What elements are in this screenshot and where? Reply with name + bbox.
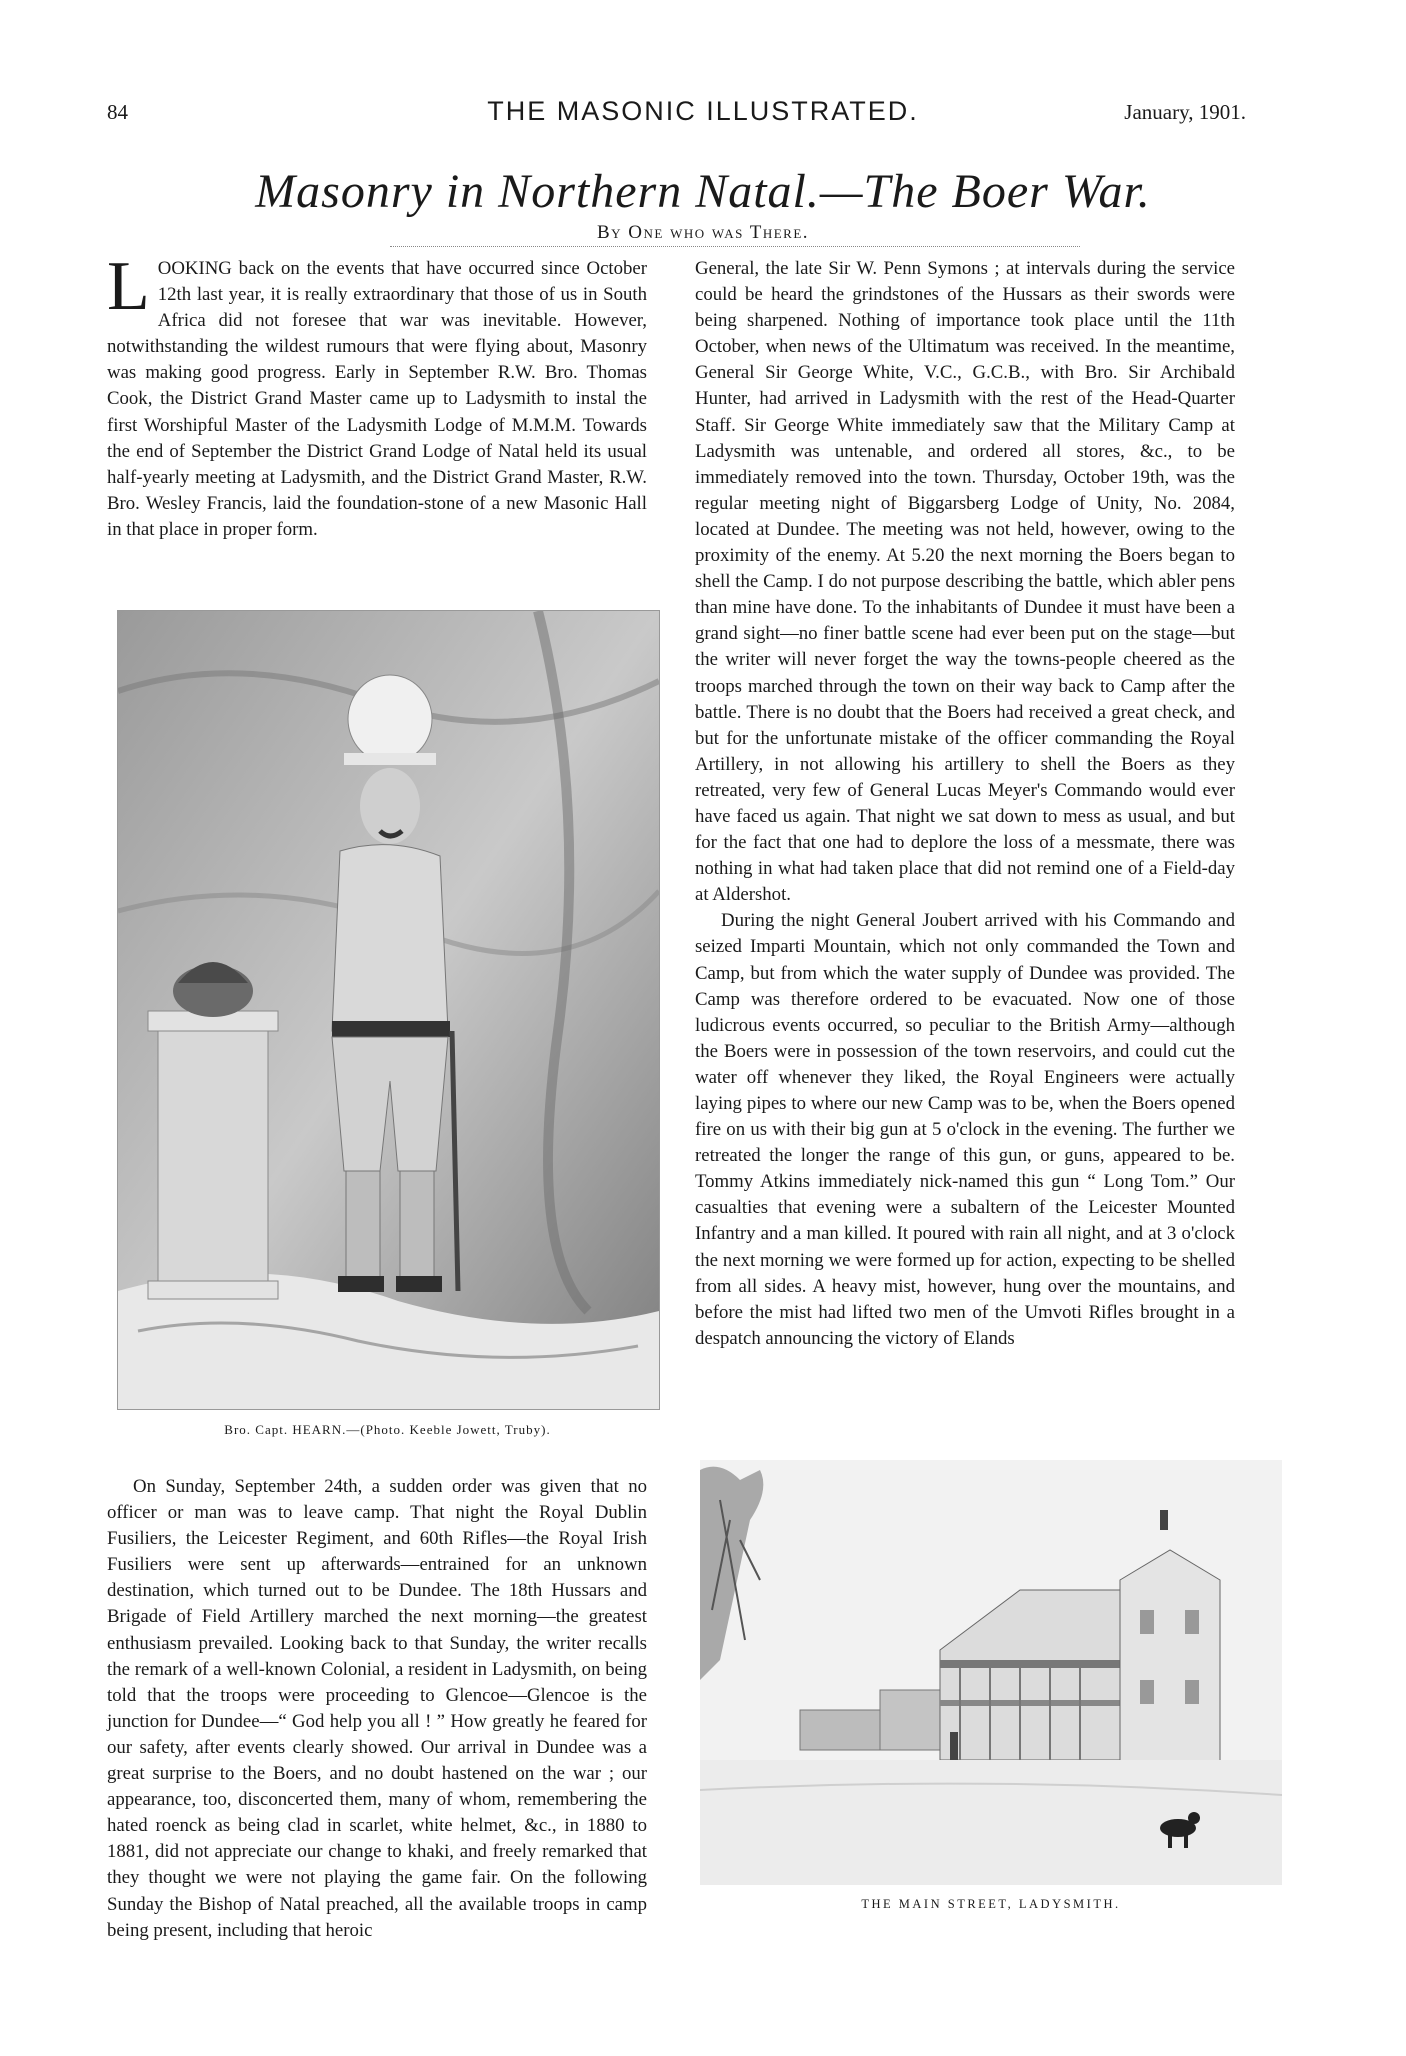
column-left-top xyxy=(107,248,647,543)
column-right xyxy=(695,256,1235,1352)
article-title: Masonry in Northern Natal.—The Boer War. xyxy=(255,165,1151,218)
portrait-photo xyxy=(117,610,660,1410)
issue-date: January, 1901. xyxy=(1124,100,1246,124)
paragraph: During the night General Joubert arrived with his Commando and seized Imparti Mountain, which not only commanded the Town and Camp, but from which the water supply of Dundee was provided. The Camp was therefore ordered to be evacuated. Now one of those ludicrous events occurred, so peculiar to the British Army—although the Boers were in possession of the town reservoirs, and could cut the water off whenever they liked, the Royal Engineers were actually laying pipes to where our new Camp was to be, when the Boers opened fire on us with their big gun at 5 o'clock in the evening. The further we retreated the longer the range of this gun, or guns, appeared to be. Tommy Atkins immediately nick-named this gun “ Long Tom.” Our casualties that evening were a subaltern of the Leicester Mounted Infantry and a man killed. It poured with rain all night, and at 3 o'clock the next morning we were formed up for action, expecting to be shelled from all sides. A heavy mist, however, hung over the mountains, and before the mist had lifted two men of the Umvoti Rifles brought in a despatch announcing the victory of Elands xyxy=(695,910,1235,1349)
paragraph: On Sunday, September 24th, a sudden order was given that no officer or man was to leave camp. That night the Royal Dublin Fusiliers, the Leicester Regiment, and 60th Rifles—the Royal Irish Fusiliers were sent up afterwards—entrained for an unknown destination, which turned out to be Dundee. The 18th Hussars and Brigade of Field Artillery marched the next morning—the greatest enthusiasm prevailed. Looking back to that Sunday, the writer recalls the remark of a well-known Colonial, a resident in Ladysmith, on being told that the troops were proceeding to Glencoe—Glencoe is the junction for Dundee—“ God help you all ! ” How greatly he feared for our safety, after events clearly showed. Our arrival in Dundee was a great surprise to the Boers, and no doubt hastened on the war ; our appearance, too, disconcerted them, many of whom, remembering the hated roenck as being clad in scarlet, white helmet, &c., in 1880 to 1881, did not appreciate our change to khaki, and freely remarked that they thought we were not playing the game fair. On the following Sunday the Bishop of Natal preached, all the available troops in camp being present, including that heroic xyxy=(107,1476,647,1941)
title-rule xyxy=(390,246,1080,247)
drop-cap: L xyxy=(107,248,150,325)
column-left-bottom xyxy=(107,1474,647,1944)
paragraph: OOKING back on the events that have occurred since October 12th last year, it is really extraordinary that those of us in South Africa did not foresee that war was inevitable. However, notwithstanding the wildest rumours that were flying about, Masonry was making good progress. Early in September R.W. Bro. Thomas Cook, the District Grand Master came up to Ladysmith to instal the first Worshipful Master of the Ladysmith Lodge of M.M.M. Towards the end of September the District Grand Lodge of Natal held its usual half-yearly meeting at Ladysmith, and the District Grand Master, R.W. Bro. Wesley Francis, laid the foundation-stone of a new Masonic Hall in that place in proper form. xyxy=(107,258,647,540)
portrait-caption: Bro. Capt. HEARN.—(Photo. Keeble Jowett, Truby). xyxy=(224,1422,551,1437)
article-byline: By One who was There. xyxy=(596,222,810,243)
paragraph: General, the late Sir W. Penn Symons ; at intervals during the service could be heard the grindstones of the Hussars as their swords were being sharpened. Nothing of importance took place until the 11th October, when news of the Ultimatum was received. In the meantime, General Sir George White, V.C., G.C.B., with Bro. Sir Archibald Hunter, had arrived in Ladysmith with the rest of the Head-Quarter Staff. Sir George White immediately saw that the Military Camp at Ladysmith was untenable, and ordered all stores, &c., to be immediately removed into the town. Thursday, October 19th, was the regular meeting night of Biggarsberg Lodge of Unity, No. 2084, located at Dundee. The meeting was not held, however, owing to the proximity of the enemy. At 5.20 the next morning the Boers began to shell the Camp. I do not purpose describing the battle, which abler pens than mine have done. To the inhabitants of Dundee it must have been a grand sight—no finer battle scene had ever been put on the stage—but the writer will never forget the way the towns-people cheered as the troops marched through the town on their way back to Camp after the battle. There is no doubt that the Boers had received a great check, and but for the unfortunate mistake of the officer commanding the Royal Artillery, in not allowing his artillery to shell the Boers as they retreated, very few of General Lucas Meyer's Commando would ever have faced us again. That night we sat down to mess as usual, and but for the fact that one had to deplore the loss of a messmate, there was nothing in what had taken place that did not remind one of a Field-day at Aldershot. xyxy=(695,258,1235,906)
street-photo xyxy=(700,1460,1282,1885)
journal-title: THE MASONIC ILLUSTRATED. xyxy=(487,96,919,126)
page-number: 84 xyxy=(107,100,128,124)
street-caption: THE MAIN STREET, LADYSMITH. xyxy=(861,1897,1121,1911)
